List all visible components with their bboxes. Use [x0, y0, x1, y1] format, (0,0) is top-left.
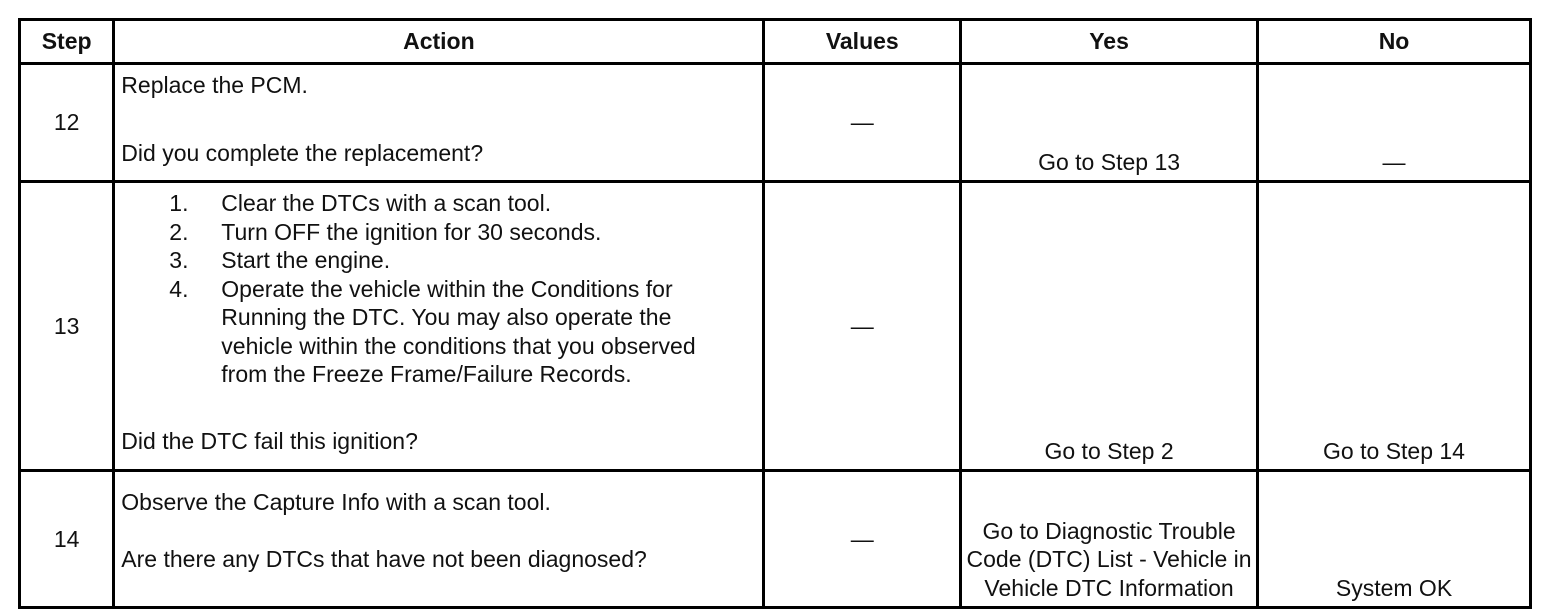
table-row — [20, 64, 1531, 182]
step-number: 12 — [20, 64, 114, 182]
list-item-number: 2. — [169, 218, 189, 245]
list-item-text: Turn OFF the ignition for 30 seconds. — [221, 218, 602, 245]
action-instruction: Replace the PCM. — [121, 72, 308, 98]
action-question: Are there any DTCs that have not been diagnosed? — [121, 545, 647, 572]
yes-cell: Go to Step 2 — [961, 182, 1258, 471]
step-number: 14 — [20, 471, 114, 608]
list-item — [169, 275, 756, 389]
action-question: Did you complete the replacement? — [121, 139, 484, 166]
list-item-text: Clear the DTCs with a scan tool. — [221, 190, 552, 216]
action-cell — [114, 471, 764, 608]
header-yes: Yes — [961, 20, 1258, 64]
no-cell: Go to Step 14 — [1258, 182, 1531, 471]
table-row — [20, 182, 1531, 471]
list-item-number: 3. — [169, 247, 189, 273]
yes-cell: Go to Diagnostic Trouble Code (DTC) List - Vehicle in Vehicle DTC Information — [961, 471, 1258, 608]
header-step: Step — [20, 20, 114, 64]
header-row — [20, 20, 1531, 64]
values-cell: — — [764, 182, 961, 471]
table-row — [20, 471, 1531, 608]
values-cell: — — [764, 471, 961, 608]
list-item-number: 1. — [169, 190, 189, 216]
action-cell — [114, 182, 764, 471]
diagnostic-table — [18, 18, 1532, 609]
no-cell: System OK — [1258, 471, 1531, 608]
header-values: Values — [764, 20, 961, 64]
header-no: No — [1258, 20, 1531, 64]
list-item-number: 4. — [169, 275, 189, 302]
header-action: Action — [114, 20, 764, 64]
action-instruction: Observe the Capture Info with a scan tool. — [121, 489, 551, 515]
no-cell: — — [1258, 64, 1531, 182]
action-question: Did the DTC fail this ignition? — [121, 427, 418, 454]
yes-cell: Go to Step 13 — [961, 64, 1258, 182]
list-item — [169, 218, 756, 247]
list-item — [169, 189, 756, 218]
list-item — [169, 246, 756, 275]
list-item-text: Start the engine. — [221, 247, 391, 273]
list-item-text: Operate the vehicle within the Conditions for Running the DTC. You may also operate the vehicle within the conditions that you observed from the Freeze Frame/Failure Records. — [221, 275, 696, 387]
action-step-list — [121, 189, 756, 389]
step-number: 13 — [20, 182, 114, 471]
values-cell: — — [764, 64, 961, 182]
action-cell — [114, 64, 764, 182]
diagnostic-table-container — [18, 18, 1532, 609]
